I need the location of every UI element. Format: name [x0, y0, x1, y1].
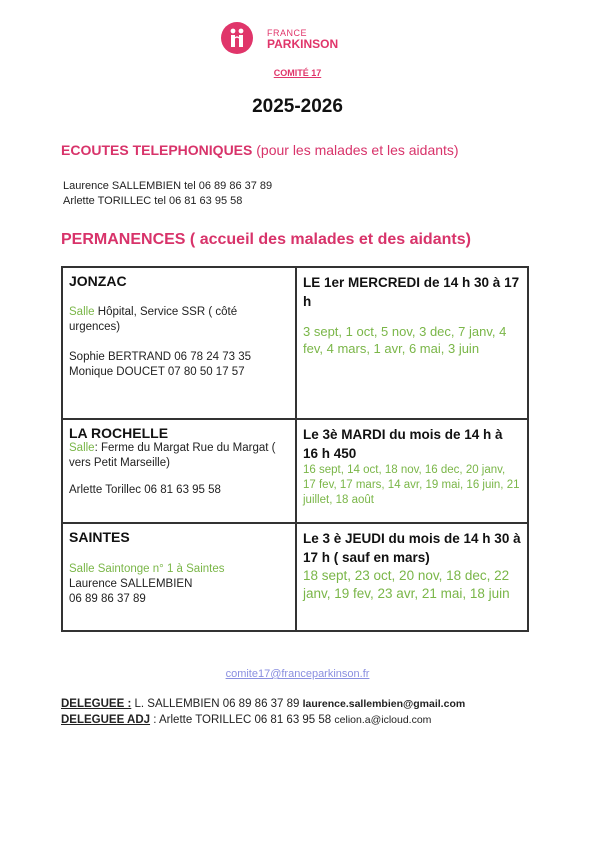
salle-label: Salle	[69, 442, 95, 454]
table-row	[62, 267, 528, 419]
schedule-dates: 18 sept, 23 oct, 20 nov, 18 dec, 22 janv, 19 fev, 23 avr, 21 mai, 18 juin	[303, 568, 510, 601]
permanences-subtitle: ( accueil des malades et des aidants)	[189, 231, 471, 248]
schedule-dates: 16 sept, 14 oct, 18 nov, 16 dec, 20 janv, 17 fev, 17 mars, 14 avr, 19 mai, 16 juin, 21 juillet, 18 août	[303, 464, 520, 506]
schedule-cell	[296, 523, 528, 631]
contact-line: Monique DOUCET 07 80 50 17 57	[69, 366, 245, 378]
logo-figures-icon	[221, 22, 253, 54]
contact-line: Sophie BERTRAND 06 78 24 73 35	[69, 351, 251, 363]
comite-email-link[interactable]: comite17@franceparkinson.fr	[225, 668, 370, 680]
contact-line: 06 89 86 37 89	[69, 593, 146, 605]
deleguee-adj-email[interactable]: celion.a@icloud.com	[334, 714, 432, 726]
salle-info	[69, 305, 289, 335]
ecoutes-contact-1: Laurence SALLEMBIEN tel 06 89 86 37 89	[63, 180, 273, 192]
city-name: SAINTES	[69, 529, 130, 545]
salle-info: Salle Saintonge n° 1 à Saintes	[69, 563, 225, 575]
city-name: JONZAC	[69, 273, 127, 289]
ecoutes-contact-2: Arlette TORILLEC tel 06 81 63 95 58	[63, 195, 243, 207]
logo-parkinson-text: PARKINSON	[267, 37, 339, 51]
schedule-rule: Le 3 è JEUDI du mois de 14 h 30 à 17 h ( sauf en mars)	[303, 531, 521, 565]
deleguee-email[interactable]: laurence.sallembien@gmail.com	[302, 698, 466, 710]
city-name: LA ROCHELLE	[69, 425, 169, 441]
contact-line: Arlette Torillec 06 81 63 95 58	[69, 484, 221, 496]
ecoutes-subtitle: (pour les malades et les aidants)	[252, 142, 459, 158]
table-row	[62, 523, 528, 631]
schedule-rule: Le 3è MARDI du mois de 14 h à 16 h 450	[303, 427, 503, 461]
salle-label: Salle	[69, 306, 95, 318]
salle-text: Hôpital, Service SSR ( côté urgences)	[69, 306, 238, 333]
deleguee-label: DELEGUEE :	[61, 698, 132, 710]
deleguee-adj-text: : Arlette TORILLEC 06 81 63 95 58	[150, 714, 335, 726]
salle-info	[69, 441, 289, 471]
deleguee-adj-line	[61, 714, 431, 726]
deleguee-text: L. SALLEMBIEN 06 89 86 37 89	[131, 698, 303, 710]
comite-label: COMITÉ 17	[273, 68, 322, 78]
logo-france-text: FRANCE	[267, 28, 308, 38]
permanences-heading	[61, 231, 471, 249]
location-cell	[62, 419, 296, 523]
ecoutes-title: ECOUTES TELEPHONIQUES	[61, 142, 253, 158]
deleguee-line	[61, 698, 465, 710]
deleguee-adj-label: DELEGUEE ADJ	[61, 714, 151, 726]
ecoutes-heading	[61, 142, 459, 158]
permanences-title: PERMANENCES	[61, 231, 186, 248]
location-cell	[62, 267, 296, 419]
schedule-cell	[296, 267, 528, 419]
page-title: 2025-2026	[252, 96, 343, 117]
permanences-table	[61, 266, 529, 632]
schedule-dates: 3 sept, 1 oct, 5 nov, 3 dec, 7 janv, 4 fev, 4 mars, 1 avr, 6 mai, 3 juin	[303, 324, 507, 356]
contact-line: Laurence SALLEMBIEN	[69, 578, 193, 590]
schedule-rule: LE 1er MERCREDI de 14 h 30 à 17 h	[303, 275, 520, 309]
table-row	[62, 419, 528, 523]
france-parkinson-logo	[221, 22, 371, 56]
location-cell	[62, 523, 296, 631]
schedule-cell	[296, 419, 528, 523]
salle-text: : Ferme du Margat Rue du Margat ( vers Petit Marseille)	[69, 442, 276, 469]
